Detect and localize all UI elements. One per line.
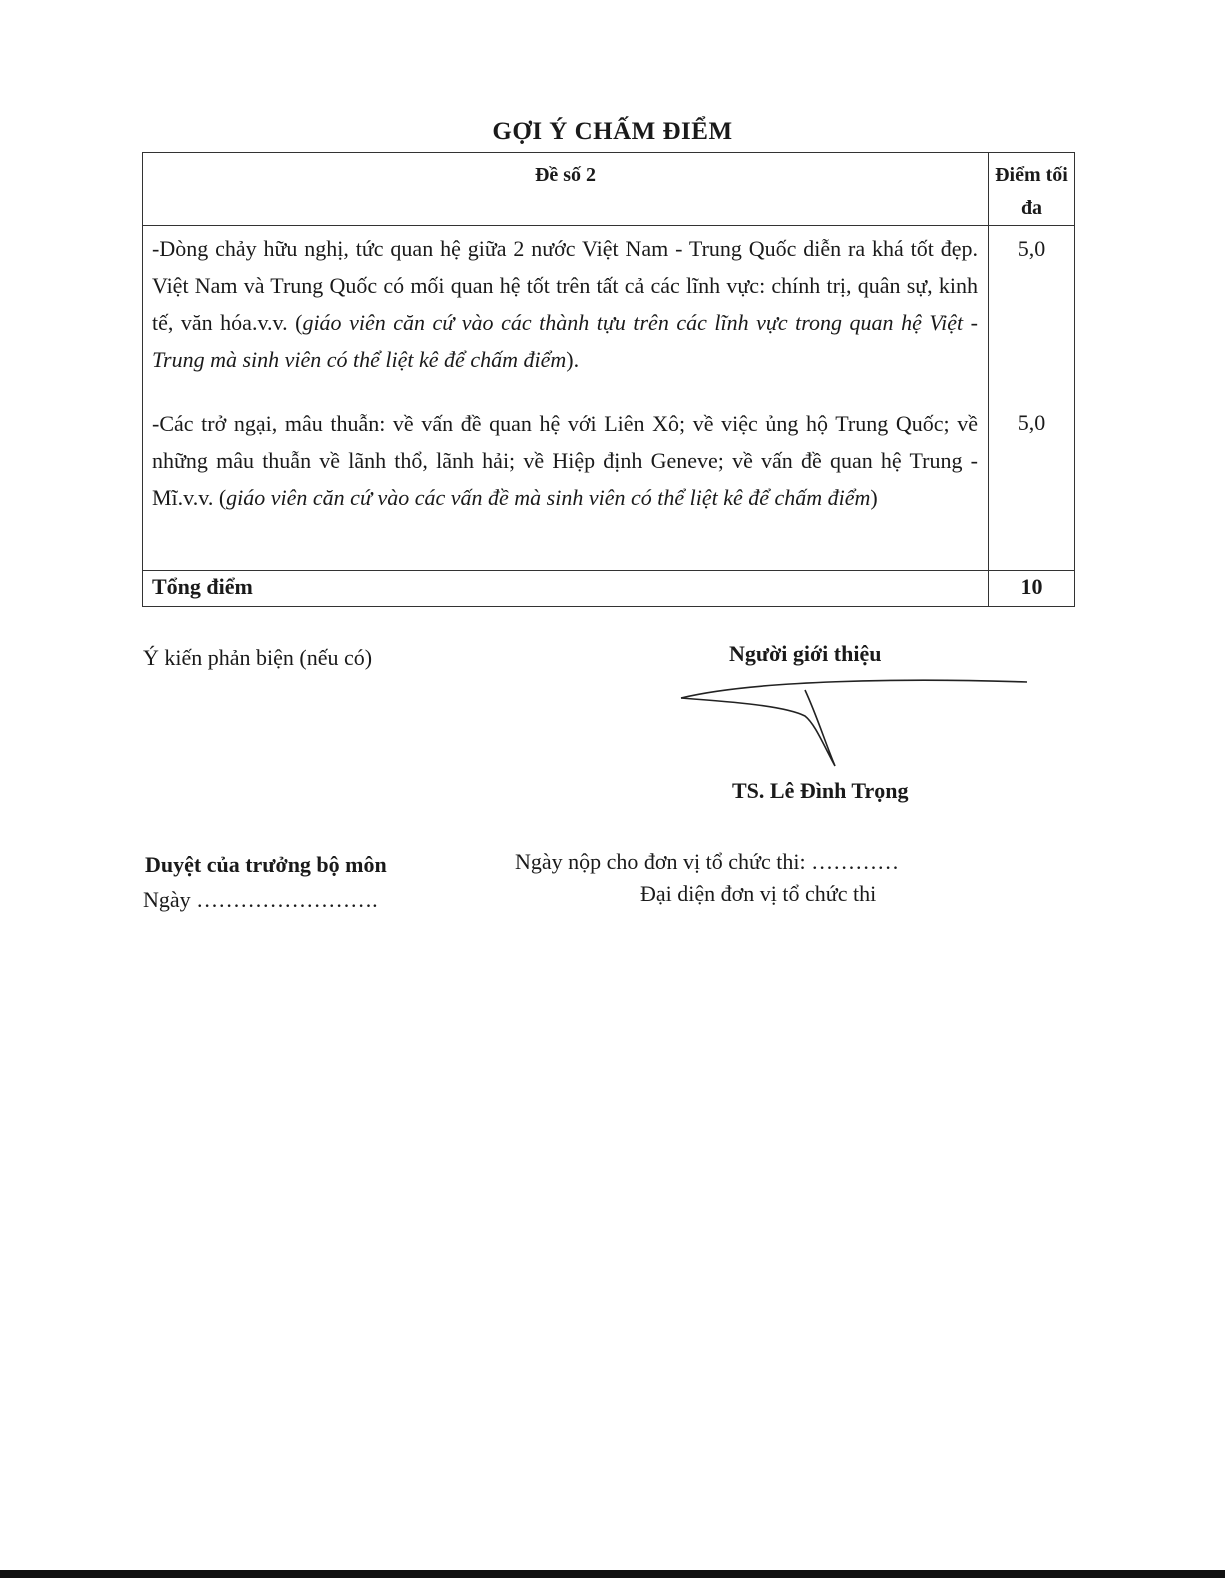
exam-number-header: Đề số 2 [143,153,989,226]
submission-representative: Đại diện đơn vị tổ chức thi [640,881,877,906]
approval-label: Duyệt của trưởng bộ môn [145,852,387,877]
total-label: Tổng điểm [143,571,989,607]
review-label: Ý kiến phản biện (nếu có) [143,645,373,670]
criterion-2-end: ) [870,485,878,510]
criterion-2-score: 5,0 [1017,410,1046,435]
submission-date: Ngày nộp cho đơn vị tổ chức thi: ………… [515,849,900,874]
max-score-header: Điểm tối đa [989,153,1075,226]
criterion-1 [152,230,978,378]
approval-date: Ngày ……………………. [143,887,378,912]
table-row [143,226,1075,571]
scan-edge [0,1570,1225,1578]
signature [675,672,1035,782]
criterion-1-note: giáo viên căn cứ vào các thành tựu trên các lĩnh vực trong quan hệ Việt - Trung mà sinh viên có thể liệt kê để chấm điểm [152,310,979,372]
table-header-row [143,153,1075,226]
score-cell [989,226,1075,571]
page-title: GỢI Ý CHẤM ĐIỂM [492,118,733,145]
criterion-1-score: 5,0 [1017,236,1046,261]
total-row [143,571,1075,607]
criterion-2-text: -Các trở ngại, mâu thuẫn: về vấn đề quan hệ với Liên Xô; về việc ủng hộ Trung Quốc; về những mâu thuẫn về lãnh thổ, lãnh hải; về Hiệp định Geneve; về vấn đề quan hệ Trung - Mĩ.v.v. ( [152,411,978,510]
total-value: 10 [989,571,1075,607]
criterion-1-text: -Dòng chảy hữu nghị, tức quan hệ giữa 2 nước Việt Nam - Trung Quốc diễn ra khá tốt đẹp. Việt Nam và Trung Quốc có mối quan hệ tốt trên tất cả các lĩnh vực: chính trị, quân sự, kinh tế, văn hóa.v.v. ( [152,236,978,335]
criterion-1-end: ). [566,347,580,372]
introducer-name: TS. Lê Đình Trọng [732,778,909,803]
introducer-label: Người giới thiệu [729,641,882,666]
grading-table [142,152,1075,607]
grading-criteria [143,226,989,571]
criterion-2-note: giáo viên căn cứ vào các vấn đề mà sinh viên có thể liệt kê để chấm điểm [226,485,871,510]
criterion-2 [152,405,978,516]
